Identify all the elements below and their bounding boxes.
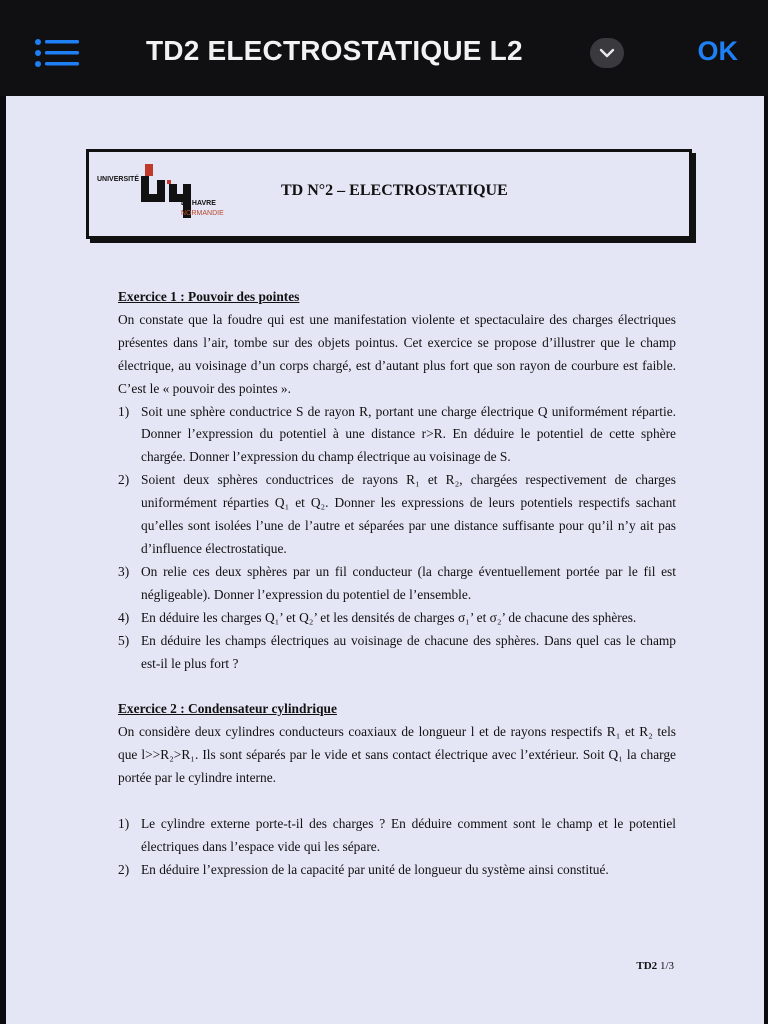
ok-button[interactable]: OK [697, 36, 738, 66]
exercise-1-title: Exercice 1 : Pouvoir des pointes [118, 289, 300, 304]
list-icon[interactable] [34, 38, 82, 70]
exercise-2-intro: On considère deux cylindres conducteurs coaxiaux de longueur l et de rayons respectifs R₁ et R₂ tels que l>>R₂>R₁. Ils sont séparés par le vide et sans contact électrique avec l’extérieur. Soit Q₁ la charge portée par le cylindre interne. [118, 724, 676, 786]
logo-university-text: UNIVERSITÉ [97, 176, 140, 183]
list-item [118, 859, 676, 882]
item-number: 2) [118, 472, 130, 488]
item-number: 5) [118, 632, 130, 648]
item-number: 4) [118, 609, 130, 625]
list-item [118, 561, 676, 607]
exercise-2-title: Exercice 2 : Condensateur cylindrique [118, 701, 337, 717]
item-text: Soient deux sphères conductrices de rayons R₁ et R₂, chargées respectivement de charges uniformément réparties Q₁ et Q₂. Donner les expressions de leurs potentiels respectifs sachant qu’elles sont isolées l’une de l’autre et séparées par une distance suffisante pour qu’il n’y ait pas d’influence électrostatique. [141, 472, 676, 556]
header-title: TD N°2 – ELECTROSTATIQUE [281, 182, 508, 199]
list-item [118, 630, 676, 676]
university-logo [97, 162, 247, 226]
list-item [118, 607, 676, 630]
logo-lehavre-text: LE HAVRE [181, 200, 216, 207]
document-page [6, 96, 764, 1024]
document-body [118, 286, 676, 882]
logo-normandie-text: NORMANDIE [181, 210, 224, 217]
footer-label: TD2 [636, 960, 658, 972]
list-item [118, 813, 676, 859]
item-text: En déduire l’expression de la capacité par unité de longueur du système ainsi constitué. [141, 861, 609, 877]
item-number: 3) [118, 563, 130, 579]
page-footer [636, 960, 674, 972]
list-item [118, 401, 676, 470]
chevron-down-icon[interactable] [590, 38, 624, 68]
item-text: En déduire les champs électriques au voisinage de chacune des sphères. Dans quel cas le champ est-il le plus fort ? [141, 632, 676, 671]
item-number: 1) [118, 403, 130, 419]
spacer [118, 675, 676, 698]
item-text: Le cylindre externe porte-t-il des charges ? En déduire comment sont le champ et le potentiel électriques dans l’espace vide qui les sépare. [141, 815, 676, 854]
item-number: 2) [118, 861, 130, 877]
spacer [118, 790, 676, 813]
footer-page-number: 1/3 [659, 960, 674, 972]
item-text: En déduire les charges Q₁’ et Q₂’ et les densités de charges σ₁’ et σ₂’ de chacune des sphères. [141, 609, 637, 625]
exercise-1-intro: On constate que la foudre qui est une manifestation violente et spectaculaire des charges électriques présentes dans l’air, tombe sur des objets pointus. Cet exercice se propose d’illustrer que le champ électrique, au voisinage d’un corps chargé, est d’autant plus fort que son rayon de courbure est faible. C’est le « pouvoir des pointes ». [118, 311, 676, 396]
item-number: 1) [118, 815, 130, 831]
top-toolbar [0, 0, 768, 96]
item-text: Soit une sphère conductrice S de rayon R, portant une charge électrique Q uniformément répartie. Donner l’expression du potentiel à une distance r>R. En déduire le potentiel de cette sphère chargée. Donner l’expression du champ électrique au voisinage de S. [141, 403, 676, 465]
item-text: On relie ces deux sphères par un fil conducteur (la charge éventuellement portée par le fil est négligeable). Donner l’expression du potentiel de l’ensemble. [141, 563, 676, 602]
list-item [118, 469, 676, 561]
document-header [86, 149, 692, 239]
document-title[interactable]: TD2 ELECTROSTATIQUE L2 [146, 35, 523, 66]
